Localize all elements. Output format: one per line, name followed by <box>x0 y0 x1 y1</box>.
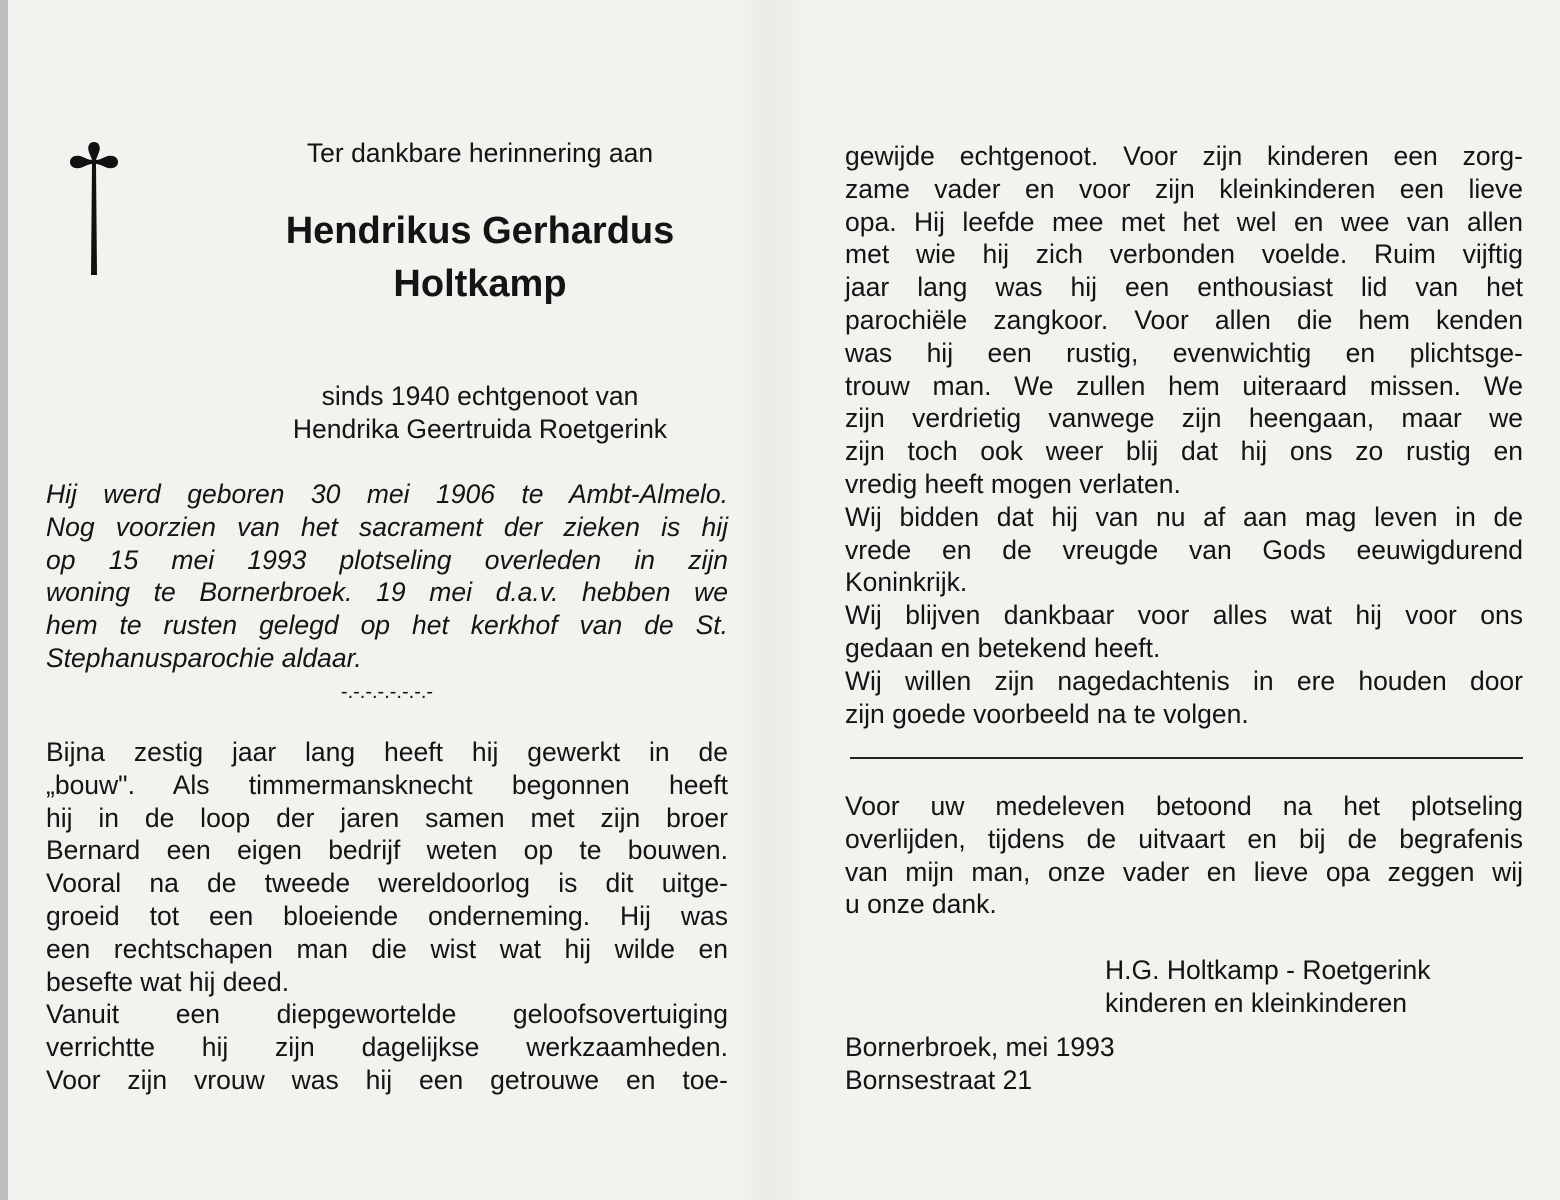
text-line: zijn toch ook weer blij dat hij ons zo rustig en <box>845 436 1523 467</box>
text-line: Bernard een eigen bedrijf weten op te bouwen. <box>46 835 728 866</box>
cross-icon <box>66 140 122 275</box>
text-line: hij in de loop der jaren samen met zijn broer <box>46 802 728 833</box>
text-line: met wie hij zich verbonden voelde. Ruim vijftig <box>845 239 1523 270</box>
text-line: Hij werd geboren 30 mei 1906 te Ambt-Almelo. <box>46 479 728 509</box>
biography-left <box>46 736 728 1097</box>
biography-right <box>845 140 1523 730</box>
place-address <box>845 1031 1345 1097</box>
text-line: Nog voorzien van het sacrament der zieken is hij <box>46 511 728 542</box>
text-line: Vooral na de tweede wereldoorlog is dit uitge- <box>46 868 728 899</box>
card-fold <box>735 0 805 1200</box>
spouse-since: sinds 1940 echtgenoot van <box>321 381 639 411</box>
text-line: opa. Hij leefde mee met het wel en wee van allen <box>845 206 1523 237</box>
text-line: „bouw". Als timmermansknecht begonnen heeft <box>46 769 728 800</box>
text-line: Wij blijven dankbaar voor alles wat hij voor ons <box>845 600 1523 631</box>
text-line: Vanuit een diepgewortelde geloofsovertuiging <box>46 999 728 1030</box>
thanks-text <box>845 790 1523 921</box>
text-line: Voor zijn vrouw was hij een getrouwe en toe- <box>46 1064 728 1095</box>
deceased-name-last: Holtkamp <box>393 263 567 305</box>
address: Bornsestraat 21 <box>845 1064 1033 1095</box>
text-line: Wij bidden dat hij van nu af aan mag leven in de <box>845 501 1523 532</box>
text-line: een rechtschapen man die wist wat hij wilde en <box>46 933 728 964</box>
text-line: H.G. Holtkamp - Roetgerink <box>1105 955 1431 985</box>
deceased-name-first: Hendrikus Gerhardus <box>285 210 675 252</box>
text-line: verrichtte hij zijn dagelijkse werkzaamheden. <box>46 1032 728 1063</box>
text-line: trouw man. We zullen hem uiteraard missen. We <box>845 370 1523 401</box>
signature <box>1105 954 1525 1020</box>
text-line: Wij willen zijn nagedachtenis in ere houden door <box>845 665 1523 696</box>
text-line: Voor uw medeleven betoond na het plotseling <box>845 791 1523 821</box>
text-line: hem te rusten gelegd op het kerkhof van de St. <box>46 610 728 641</box>
text-line: gewijde echtgenoot. Voor zijn kinderen een zorg- <box>845 141 1523 171</box>
scan-edge <box>0 0 8 1200</box>
intro-text: Ter dankbare herinnering aan <box>306 138 654 168</box>
text-line: Stephanusparochie aldaar. <box>46 642 362 673</box>
text-line: gedaan en betekend heeft. <box>845 632 1161 663</box>
text-line: besefte wat hij deed. <box>46 966 290 997</box>
text-line: was hij een rustig, evenwichtig en plichtsge- <box>845 337 1523 368</box>
text-line: groeid tot een bloeiende onderneming. Hij was <box>46 900 728 931</box>
text-line: kinderen en kleinkinderen <box>1105 987 1408 1018</box>
divider-line <box>850 757 1523 759</box>
text-line: parochiële zangkoor. Voor allen die hem kenden <box>845 304 1523 335</box>
text-line: van mijn man, onze vader en lieve opa zeggen wij <box>845 856 1523 887</box>
text-line: u onze dank. <box>845 889 997 920</box>
separator: -.-.-.-.-.-.-.- <box>340 681 434 703</box>
place-date: Bornerbroek, mei 1993 <box>845 1032 1115 1062</box>
text-line: Koninkrijk. <box>845 567 968 598</box>
text-line: op 15 mei 1993 plotseling overleden in zijn <box>46 544 728 575</box>
text-line: jaar lang was hij een enthousiast lid van het <box>845 272 1523 303</box>
text-line: overlijden, tijdens de uitvaart en bij de begrafenis <box>845 823 1523 854</box>
spouse-name: Hendrika Geertruida Roetgerink <box>292 414 668 444</box>
text-line: zijn verdrietig vanwege zijn heengaan, maar we <box>845 403 1523 434</box>
text-line: zijn goede voorbeeld na te volgen. <box>845 698 1249 729</box>
text-line: woning te Bornerbroek. 19 mei d.a.v. hebben we <box>46 577 728 608</box>
text-line: zame vader en voor zijn kleinkinderen een lieve <box>845 173 1523 204</box>
biography-italic <box>46 478 728 675</box>
text-line: vredig heeft mogen verlaten. <box>845 468 1181 499</box>
text-line: vrede en de vreugde van Gods eeuwigdurend <box>845 534 1523 565</box>
text-line: Bijna zestig jaar lang heeft hij gewerkt in de <box>46 737 728 767</box>
